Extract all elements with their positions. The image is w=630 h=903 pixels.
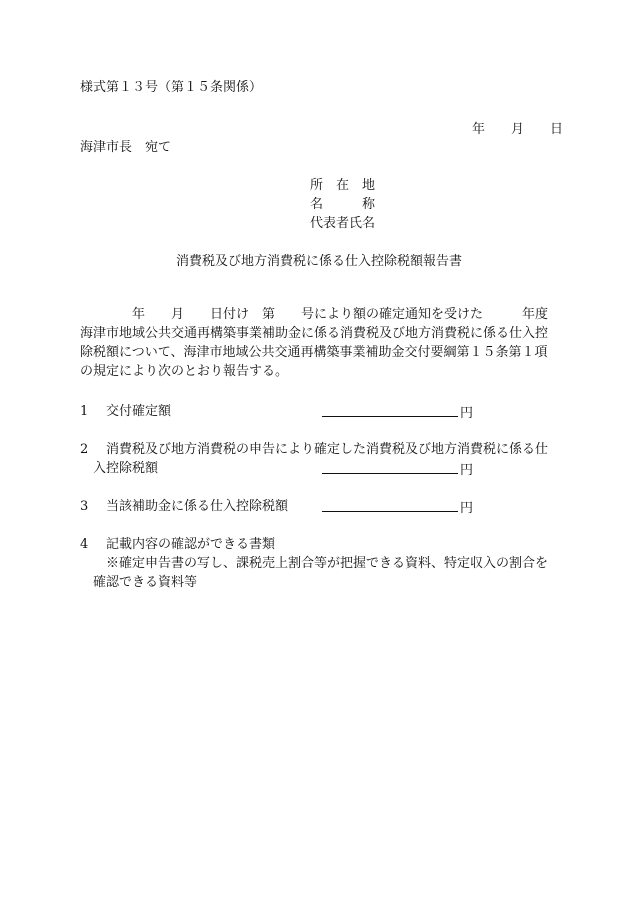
body-line-4: の規定により次のとおり報告する。 (80, 364, 289, 379)
item-2-number: 2 (80, 442, 89, 457)
name-label: 名 称 (310, 197, 376, 212)
item-3-number: 3 (80, 499, 89, 514)
body-line-3: 除税額について、海津市地域公共交通再構築事業補助金交付要綱第１５条第１項 (80, 345, 548, 360)
item-1-amount (322, 402, 473, 424)
body-line-1: 年 月 日付け 第 号により額の確定通知を受けた 年度 (80, 307, 549, 322)
document-title: 消費税及び地方消費税に係る仕入控除税額報告書 (176, 254, 463, 269)
item-2-label-line1: 消費税及び地方消費税の申告により確定した消費税及び地方消費税に係る仕 (106, 442, 549, 457)
item-1-number: 1 (80, 404, 89, 419)
item-3-amount-field[interactable] (322, 497, 458, 512)
item-4-note-line1: ※確定申告書の写し、課税売上割合等が把握できる資料、特定収入の割合を (106, 556, 549, 571)
item-2-amount-field[interactable] (322, 459, 458, 474)
item-1-unit: 円 (460, 406, 474, 421)
item-3-unit: 円 (460, 501, 474, 516)
representative-label: 代表者氏名 (310, 216, 376, 231)
item-2-unit: 円 (460, 463, 474, 478)
date-line: 年 月 日 (472, 122, 564, 137)
item-4-number: 4 (80, 537, 89, 552)
item-3-amount (322, 497, 473, 519)
item-3-label: 当該補助金に係る仕入控除税額 (106, 499, 289, 514)
item-4 (80, 535, 275, 555)
addressee: 海津市長 宛て (80, 140, 172, 155)
form-number: 様式第１３号（第１５条関係） (80, 80, 263, 95)
location-label: 所 在 地 (310, 178, 376, 193)
item-4-label: 記載内容の確認ができる書類 (106, 537, 276, 552)
item-1 (80, 402, 171, 422)
item-4-note-line2: 確認できる資料等 (93, 575, 198, 590)
item-2 (80, 440, 548, 460)
item-3 (80, 497, 288, 517)
body-line-2: 海津市地域公共交通再構築事業補助金に係る消費税及び地方消費税に係る仕入控 (80, 326, 549, 341)
item-1-label: 交付確定額 (106, 404, 172, 419)
item-2-label-line2: 入控除税額 (93, 461, 159, 476)
item-2-amount (322, 459, 473, 481)
item-1-amount-field[interactable] (322, 402, 458, 417)
